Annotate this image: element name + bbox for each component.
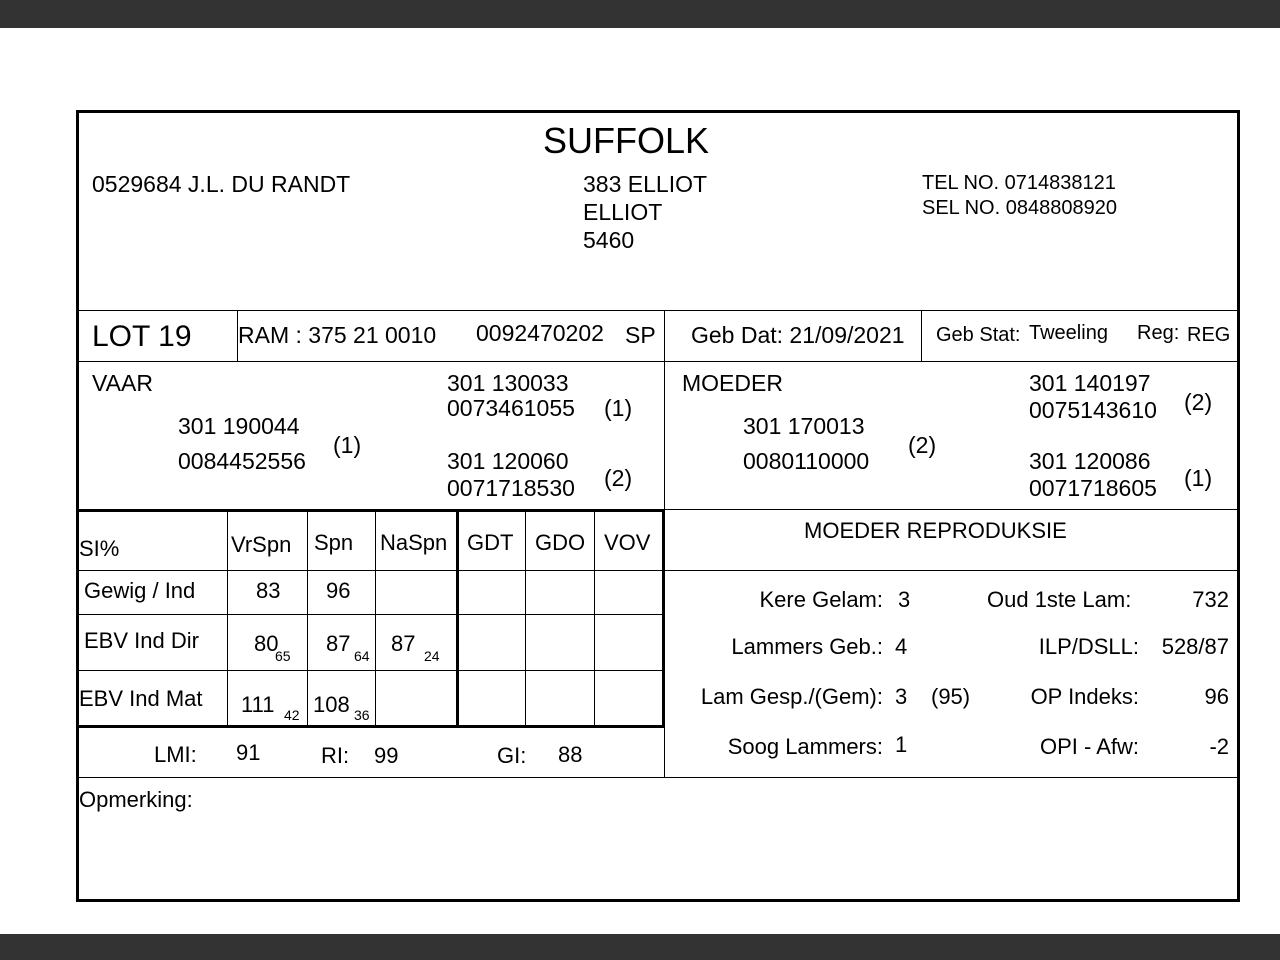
header-si: SI% bbox=[79, 536, 120, 561]
row-label-ebv-mat: EBV Ind Mat bbox=[79, 686, 203, 711]
frame-right bbox=[1237, 110, 1240, 902]
ebv-dir-naspn-sub: 24 bbox=[424, 648, 440, 664]
sel-number: SEL NO. 0848808920 bbox=[922, 197, 1117, 219]
soog-lammers-value: 1 bbox=[895, 732, 908, 757]
birth-status-label: Geb Stat: bbox=[936, 324, 1021, 346]
ri-value: 99 bbox=[374, 743, 399, 768]
rule-col-2 bbox=[307, 512, 308, 725]
birth-date: Geb Dat: 21/09/2021 bbox=[691, 322, 905, 348]
address-line-3: 5460 bbox=[583, 227, 635, 253]
address-line-1: 383 ELLIOT bbox=[583, 171, 708, 197]
rule-table-header bbox=[79, 570, 665, 571]
remarks-label: Opmerking: bbox=[79, 787, 193, 812]
gi-label: GI: bbox=[497, 743, 527, 768]
rule-col-5 bbox=[525, 512, 526, 725]
ebv-dir-vrspn: 80 bbox=[254, 631, 279, 656]
sire-mark: (1) bbox=[333, 432, 362, 458]
dam-sire-mark: (2) bbox=[1184, 389, 1213, 415]
rule-pedigree-right bbox=[665, 509, 1237, 510]
ilp-dsll-label: ILP/DSLL: bbox=[1038, 634, 1139, 659]
op-indeks-value: 96 bbox=[1204, 684, 1229, 709]
rule-col-7 bbox=[662, 512, 665, 728]
rule-col-4 bbox=[456, 512, 459, 728]
sire-dam-number: 0071718530 bbox=[447, 475, 575, 501]
birth-status: Tweeling bbox=[1029, 322, 1108, 344]
opi-afw-label: OPI - Afw: bbox=[1039, 734, 1139, 759]
lmi-label: LMI: bbox=[154, 742, 197, 767]
dam-sire-id: 301 140197 bbox=[1029, 370, 1151, 396]
gewig-spn: 96 bbox=[326, 578, 351, 603]
header-naspn: NaSpn bbox=[380, 530, 448, 555]
rule-table-bottom bbox=[79, 725, 665, 728]
header-spn: Spn bbox=[314, 530, 354, 555]
dam-dam-mark: (1) bbox=[1184, 465, 1213, 491]
header-gdt: GDT bbox=[467, 530, 514, 555]
sire-sire-number: 0073461055 bbox=[447, 395, 575, 421]
ebv-mat-spn: 108 bbox=[313, 692, 350, 717]
row-label-ebv-dir: EBV Ind Dir bbox=[84, 628, 199, 653]
reg-value: REG bbox=[1187, 324, 1231, 346]
ebv-mat-spn-sub: 36 bbox=[354, 707, 370, 723]
ebv-mat-vrspn-sub: 42 bbox=[284, 707, 300, 723]
reproduction-heading: MOEDER REPRODUKSIE bbox=[804, 518, 1067, 543]
ram-id: RAM : 375 21 0010 bbox=[238, 322, 437, 348]
ram-sp: SP bbox=[625, 322, 656, 348]
rule-repro-header bbox=[665, 570, 1237, 571]
dam-sire-number: 0075143610 bbox=[1029, 397, 1157, 423]
ebv-mat-vrspn: 111 bbox=[241, 692, 275, 717]
lot-number: LOT 19 bbox=[92, 320, 192, 353]
dam-mark: (2) bbox=[908, 432, 937, 458]
ram-reg-number: 0092470202 bbox=[476, 320, 604, 346]
op-indeks-label: OP Indeks: bbox=[1030, 684, 1139, 709]
gewig-vrspn: 83 bbox=[256, 578, 281, 603]
dam-id: 301 170013 bbox=[743, 413, 865, 439]
lam-gesp-label: Lam Gesp./(Gem): bbox=[700, 684, 883, 709]
sire-sire-mark: (1) bbox=[604, 395, 633, 421]
oud-1ste-lam-label: Oud 1ste Lam: bbox=[987, 587, 1132, 612]
lammers-geb-label: Lammers Geb.: bbox=[731, 634, 883, 659]
oud-1ste-lam-value: 732 bbox=[1192, 587, 1229, 612]
rule-row-2 bbox=[79, 670, 665, 671]
lammers-geb-value: 4 bbox=[895, 634, 908, 659]
tel-number: TEL NO. 0714838121 bbox=[922, 172, 1116, 194]
sire-id: 301 190044 bbox=[178, 413, 300, 439]
rule-row-1 bbox=[79, 614, 665, 615]
frame-left bbox=[76, 110, 79, 902]
ri-label: RI: bbox=[321, 743, 350, 768]
ebv-dir-vrspn-sub: 65 bbox=[275, 648, 291, 664]
sire-number: 0084452556 bbox=[178, 448, 306, 474]
frame-bottom bbox=[76, 899, 1240, 902]
sire-dam-id: 301 120060 bbox=[447, 448, 569, 474]
rule-lot bbox=[79, 361, 1237, 362]
address-line-2: ELLIOT bbox=[583, 199, 663, 225]
gi-value: 88 bbox=[558, 742, 583, 767]
reg-label: Reg: bbox=[1137, 322, 1180, 344]
rule-stat-divider bbox=[921, 310, 922, 361]
rule-col-1 bbox=[227, 512, 228, 725]
opi-afw-value: -2 bbox=[1209, 734, 1229, 759]
dam-heading: MOEDER bbox=[682, 370, 783, 396]
rule-col-3 bbox=[375, 512, 376, 725]
soog-lammers-label: Soog Lammers: bbox=[727, 734, 883, 759]
dam-number: 0080110000 bbox=[743, 448, 870, 474]
row-label-gewig: Gewig / Ind bbox=[84, 578, 196, 603]
dam-dam-number: 0071718605 bbox=[1029, 475, 1157, 501]
breeder-name: 0529684 J.L. DU RANDT bbox=[92, 171, 351, 197]
lam-gesp-value: 3 bbox=[895, 684, 908, 709]
lmi-value: 91 bbox=[236, 740, 261, 765]
kere-gelam-value: 3 bbox=[898, 587, 911, 612]
sire-dam-mark: (2) bbox=[604, 465, 633, 491]
frame-top bbox=[76, 110, 1240, 113]
rule-pedigree-left bbox=[79, 509, 665, 512]
header-vov: VOV bbox=[604, 530, 651, 555]
header-vrspn: VrSpn bbox=[231, 532, 292, 557]
lam-gesp-gem-value: (95) bbox=[931, 684, 971, 709]
kere-gelam-label: Kere Gelam: bbox=[759, 587, 883, 612]
ebv-dir-naspn: 87 bbox=[391, 631, 416, 656]
rule-col-6 bbox=[594, 512, 595, 725]
sire-sire-id: 301 130033 bbox=[447, 370, 569, 396]
breed-title: SUFFOLK bbox=[543, 120, 710, 161]
ebv-dir-spn: 87 bbox=[326, 631, 351, 656]
dam-dam-id: 301 120086 bbox=[1029, 448, 1151, 474]
rule-remarks bbox=[79, 777, 1237, 778]
sire-heading: VAAR bbox=[92, 370, 153, 396]
header-gdo: GDO bbox=[535, 530, 586, 555]
ebv-dir-spn-sub: 64 bbox=[354, 648, 370, 664]
rule-header bbox=[79, 310, 1237, 311]
ilp-dsll-value: 528/87 bbox=[1161, 634, 1229, 659]
